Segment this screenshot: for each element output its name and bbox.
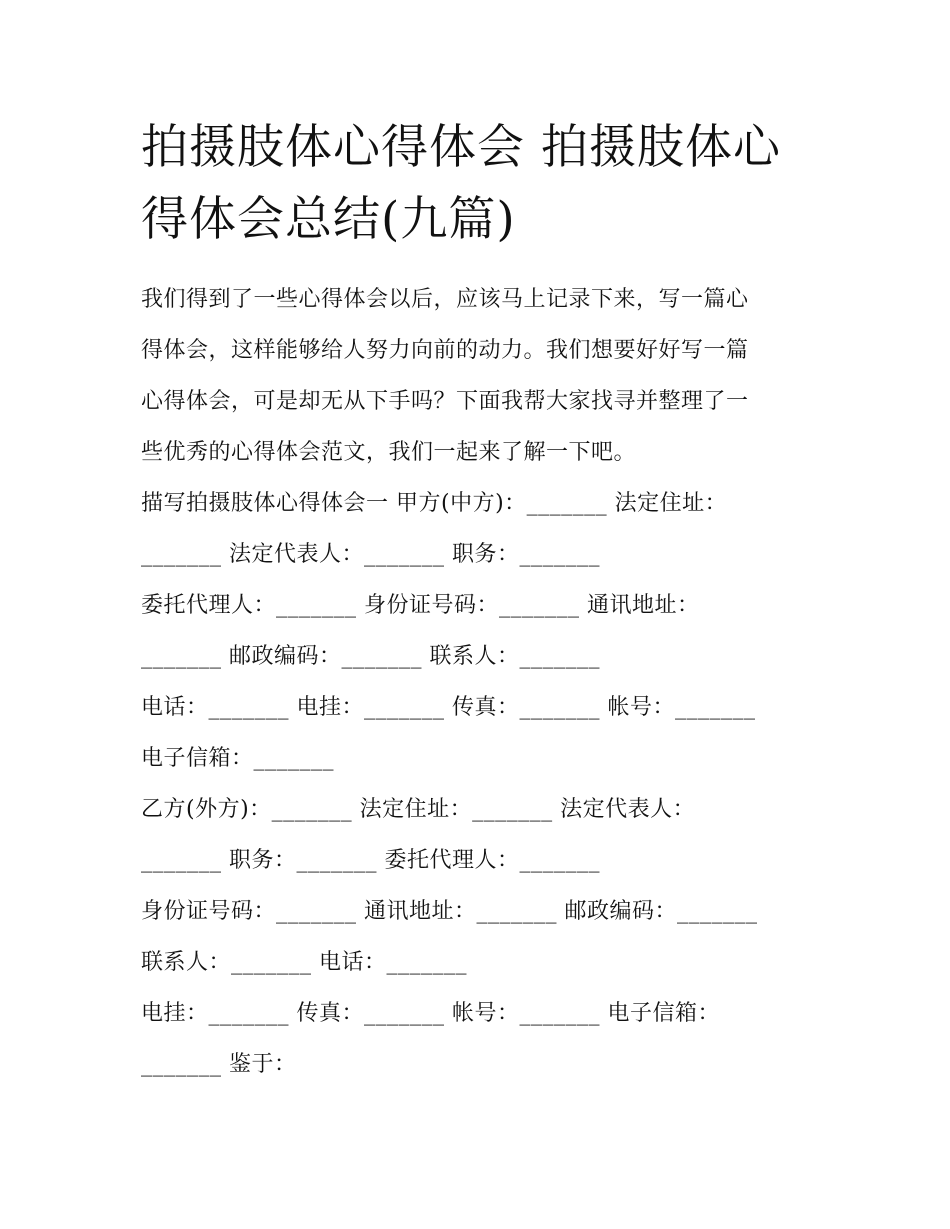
intro-line: 心得体会，可是却无从下手吗？下面我帮大家找寻并整理了一 [141,389,749,414]
party-b-id-line: 身份证号码：_______ 通讯地址：_______ 邮政编码：_______ [141,899,758,924]
whereas-line: _______ 鉴于： [141,1052,297,1077]
title-line-2: 得体会总结(九篇) [141,192,516,247]
party-a-header-line: 描写拍摄肢体心得体会一 甲方(中方)：_______ 法定住址： [141,491,728,516]
party-b-telegraph-line: 电挂：_______ 传真：_______ 帐号：_______ 电子信箱： [141,1001,720,1026]
party-b-duty-line: _______ 职务：_______ 委托代理人：_______ [141,848,600,873]
title-line-1: 拍摄肢体心得体会 拍摄肢体心 [141,120,781,175]
intro-line: 得体会，这样能够给人努力向前的动力。我们想要好好写一篇 [141,338,749,363]
document-title [141,112,821,256]
document-page [141,112,821,1090]
party-a-postcode-line: _______ 邮政编码：_______ 联系人：_______ [141,644,600,669]
party-a-agent-line: 委托代理人：_______ 身份证号码：_______ 通讯地址： [141,593,700,618]
intro-line: 我们得到了一些心得体会以后，应该马上记录下来，写一篇心 [141,287,749,312]
party-b-contact-line: 联系人：_______ 电话：_______ [141,950,467,975]
party-a-phone-line: 电话：_______ 电挂：_______ 传真：_______ 帐号：_______ [141,695,756,720]
party-a-email-line: 电子信箱：_______ [141,746,335,771]
intro-paragraph [141,274,821,478]
intro-line: 些优秀的心得体会范文，我们一起来了解一下吧。 [141,440,637,465]
party-b-header-line: 乙方(外方)：_______ 法定住址：_______ 法定代表人： [141,797,696,822]
party-a-representative-line: _______ 法定代表人：_______ 职务：_______ [141,542,600,567]
contract-parties-section [141,478,821,1090]
